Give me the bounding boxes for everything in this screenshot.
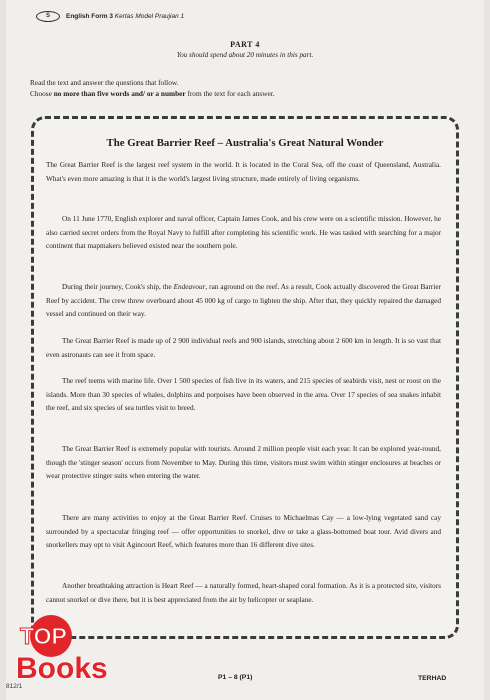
book-title: English Form 3 Kertas Model Praujian 1: [66, 13, 185, 20]
topbooks-watermark: [14, 612, 164, 686]
watermark-books: Books: [16, 652, 108, 685]
paragraph-2: On 11 June 1770, English explorer and naval officer, Captain James Cook, and his crew were on a scientific mission. However, he also carried secret orders from the Royal Navy to fulfill after completing his scientific work. He was tasked with searching for a major continent that mapmakers believed existed near the southern pole.: [46, 215, 441, 251]
paragraph-7: There are many activities to enjoy at the Great Barrier Reef. Cruises to Michaelmas Cay — a low-lying vegetated sand cay surrounded by a spectacular fringing reef — offer opportunities to snorkel, dive or take a glass-bottomed boat tour. Avid divers and snorkellers may opt to visit Agincourt Reef, which features more than 16 different dive sites.: [46, 514, 441, 550]
paragraph-6: The Great Barrier Reef is extremely popular with tourists. Around 2 million people visit each year. It can be explored year-round, though the 'stinger season' occurs from November to May. During this time, visitors must swim within stinger enclosures at beaches or wear protective stinger suits when entering the water.: [46, 445, 441, 481]
paper-code: 812/1: [6, 683, 23, 690]
paragraph-4: The Great Barrier Reef is made up of 2 900 individual reefs and 900 islands, stretching about 2 600 km in length. It is so vast that even astronauts can see it from space.: [46, 337, 441, 359]
part-heading: [6, 40, 484, 59]
instruction-line-2: Choose no more than five words and/ or a number from the text for each answer.: [30, 88, 275, 98]
paragraph-8: Another breathtaking attraction is Heart Reef — a naturally formed, heart-shaped coral formation. As it is a protected site, visitors cannot snorkel or dive there, but it is best appreciated from the air by helicopter or seaplane.: [46, 582, 441, 604]
reading-text-box: [31, 116, 459, 639]
page-header: [36, 11, 184, 22]
instruction-line-1: Read the text and answer the questions that follow.: [30, 78, 179, 87]
paragraph-3: During their journey, Cook's ship, the Endeavour, ran aground on the reef. As a result, Cook actually discovered the Great Barrier Reef by accident. The crew threw overboard about 45 000 kg of cargo to lighten the ship. After that, they quickly repaired the damaged vessel and continued on their way.: [46, 283, 441, 319]
article-title: The Great Barrier Reef – Australia's Great Natural Wonder: [106, 137, 384, 149]
page-number: P1 – 8 (P1): [218, 674, 253, 681]
paragraph-5: The reef teems with marine life. Over 1 500 species of fish live in its waters, and 215 species of seabirds visit, nest or roost on the islands. More than 30 species of whales, dolphins and porpoises have been observed in the area. Over 17 species of sea snakes inhabit the reef, and six species of sea turtles visit to breed.: [46, 377, 441, 413]
exam-page: [6, 0, 484, 700]
paragraph-1: The Great Barrier Reef is the largest reef system in the world. It is located in the Coral Sea, off the coast of Queensland, Australia. What's even more amazing is that it is the world's largest living structure, made entirely of living organisms.: [46, 161, 441, 183]
time-note: You should spend about 20 minutes in this part.: [176, 51, 314, 59]
part-title: PART 4: [230, 40, 260, 49]
publisher-logo: S: [36, 11, 60, 22]
watermark-top: TOP: [20, 623, 67, 649]
instructions: [30, 78, 275, 99]
ship-name: Endeavour: [173, 283, 206, 291]
classification-label: TERHAD: [418, 675, 447, 682]
